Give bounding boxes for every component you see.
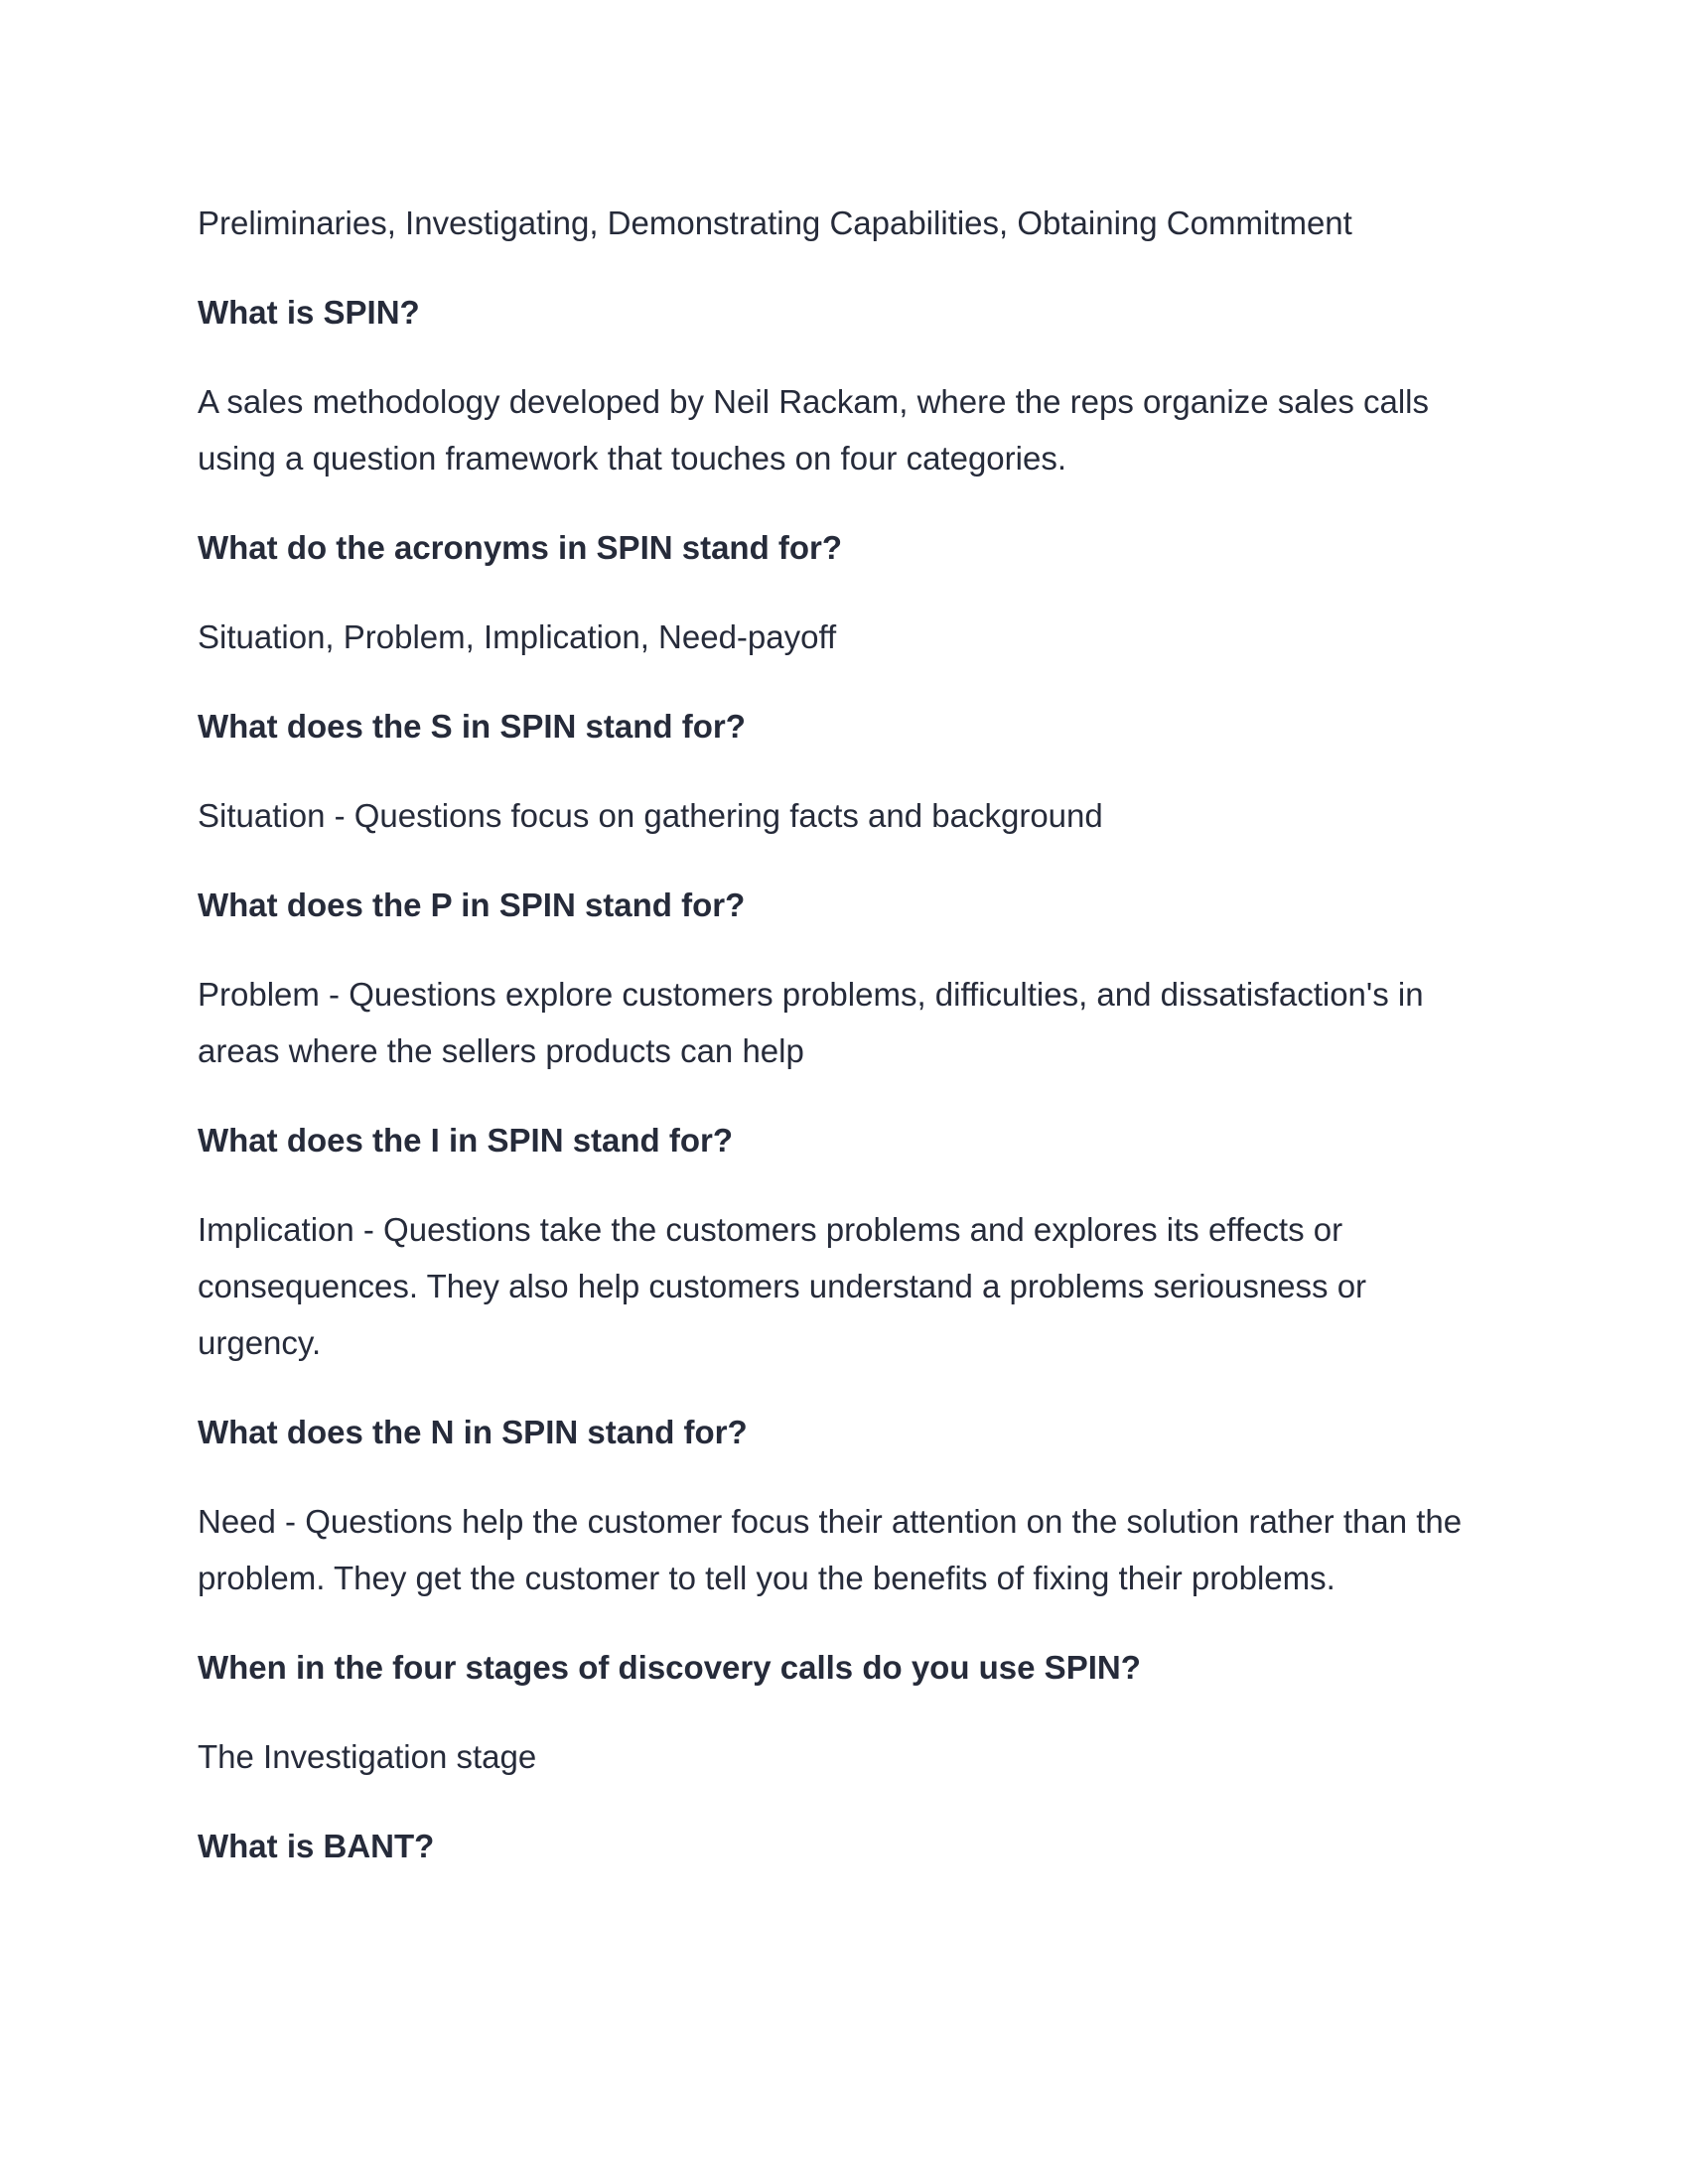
question-spin-i: What does the I in SPIN stand for? (198, 1122, 734, 1159)
question-when-use-spin: When in the four stages of discovery calls do you use SPIN? (198, 1649, 1141, 1686)
answer-spin-s: Situation - Questions focus on gathering facts and background (198, 797, 1103, 834)
document-page (198, 195, 1498, 1907)
answer-when-use-spin: The Investigation stage (198, 1738, 537, 1775)
question-spin-p: What does the P in SPIN stand for? (198, 887, 746, 923)
answer-what-is-spin: A sales methodology developed by Neil Rackam, where the reps organize sales calls using a question framework that touches on four categories. (198, 383, 1429, 477)
question-spin-acronyms: What do the acronyms in SPIN stand for? (198, 529, 843, 566)
question-spin-s: What does the S in SPIN stand for? (198, 708, 746, 745)
answer-spin-p: Problem - Questions explore customers problems, difficulties, and dissatisfaction's in areas where the sellers products can help (198, 976, 1424, 1069)
answer-spin-i: Implication - Questions take the customers problems and explores its effects or consequences. They also help customers understand a problems seriousness or urgency. (198, 1211, 1367, 1361)
question-what-is-bant: What is BANT? (198, 1828, 435, 1864)
question-spin-n: What does the N in SPIN stand for? (198, 1414, 748, 1450)
question-what-is-spin: What is SPIN? (198, 294, 420, 331)
answer-stages: Preliminaries, Investigating, Demonstrating Capabilities, Obtaining Commitment (198, 205, 1352, 241)
answer-spin-n: Need - Questions help the customer focus their attention on the solution rather than the problem. They get the customer to tell you the benefits of fixing their problems. (198, 1503, 1463, 1596)
answer-spin-acronyms: Situation, Problem, Implication, Need-payoff (198, 618, 837, 655)
